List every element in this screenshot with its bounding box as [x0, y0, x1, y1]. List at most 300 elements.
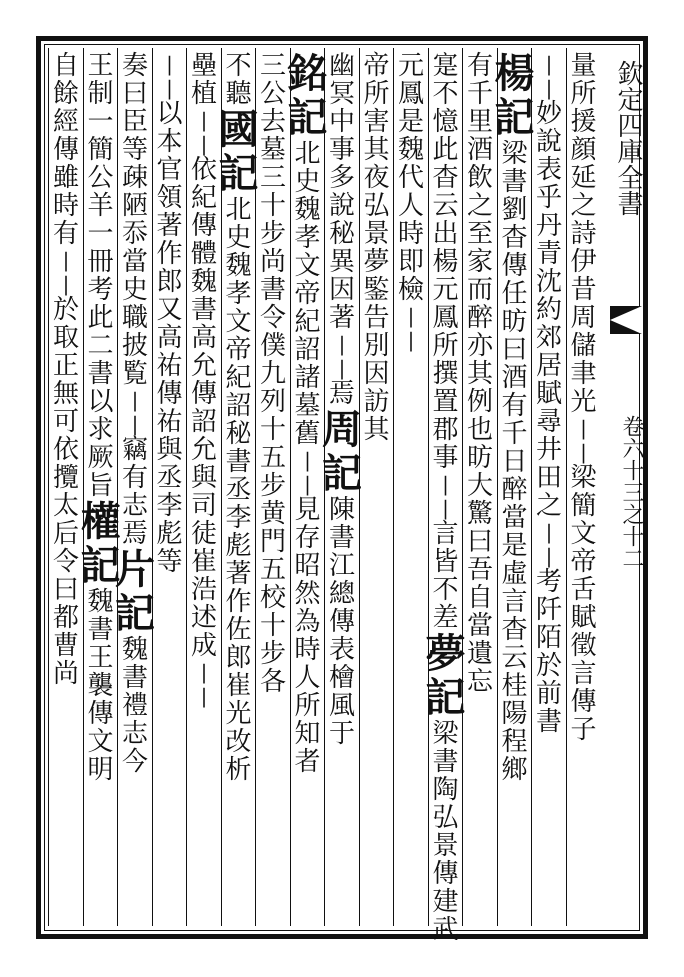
glyph: 建 — [432, 887, 459, 917]
glyph: 大 — [466, 471, 493, 501]
glyph: 史 — [294, 167, 321, 197]
glyph: 依 — [190, 155, 217, 185]
glyph: 體 — [190, 239, 217, 269]
glyph: 出 — [432, 219, 459, 249]
glyph: 職 — [121, 303, 148, 333]
glyph: 之 — [570, 191, 597, 221]
glyph: 為 — [294, 607, 321, 637]
glyph: 井 — [535, 435, 562, 465]
glyph: 史 — [121, 275, 148, 305]
glyph: 千 — [501, 419, 528, 449]
glyph: 有 — [52, 219, 79, 249]
glyph: 告 — [363, 303, 390, 333]
glyph: 陶 — [432, 775, 459, 805]
glyph: | — [304, 448, 311, 472]
glyph: | — [200, 684, 208, 708]
glyph: 杳 — [432, 163, 459, 193]
glyph: 詩 — [570, 219, 597, 249]
glyph: 檢 — [397, 275, 424, 305]
glyph: 可 — [52, 407, 79, 437]
glyph: 虛 — [501, 559, 528, 589]
glyph: | — [442, 496, 449, 520]
glyph: 事 — [328, 135, 355, 165]
glyph: 時 — [52, 191, 79, 221]
glyph: 舊 — [294, 419, 321, 449]
glyph: 五 — [259, 443, 286, 473]
glyph: 魏 — [190, 267, 217, 297]
glyph: 片 — [115, 546, 155, 593]
glyph: 伊 — [570, 247, 597, 277]
glyph: 傳 — [190, 379, 217, 409]
glyph: 記 — [115, 590, 155, 637]
glyph: 說 — [535, 127, 562, 157]
glyph: | — [545, 544, 553, 568]
glyph: | — [545, 76, 553, 100]
glyph: 襲 — [87, 671, 114, 701]
glyph: 陽 — [501, 699, 528, 729]
text-column — [495, 52, 535, 922]
glyph: 經 — [52, 107, 79, 137]
glyph: 竊 — [121, 435, 148, 465]
glyph: 正 — [52, 351, 79, 381]
glyph: 記 — [287, 94, 328, 141]
glyph: 制 — [87, 79, 114, 109]
glyph: 厥 — [87, 443, 114, 473]
glyph: 析 — [225, 755, 252, 785]
glyph: 所 — [363, 79, 390, 109]
glyph: 弘 — [363, 191, 390, 221]
glyph: 等 — [156, 547, 183, 577]
glyph: 黄 — [259, 499, 286, 529]
text-column — [357, 52, 397, 922]
glyph: 祐 — [156, 351, 183, 381]
glyph: 公 — [259, 79, 286, 109]
glyph: 李 — [225, 503, 252, 533]
glyph: 北 — [225, 195, 252, 225]
glyph: 司 — [190, 491, 217, 521]
glyph: 周 — [322, 406, 362, 453]
glyph: 量 — [570, 51, 597, 81]
glyph: 元 — [397, 51, 424, 81]
glyph: 曰 — [121, 79, 148, 109]
glyph: 焉 — [328, 379, 355, 409]
glyph: 帝 — [225, 335, 252, 365]
glyph: 考 — [87, 275, 114, 305]
glyph: 至 — [466, 219, 493, 249]
glyph: 疎 — [121, 163, 148, 193]
glyph: 令 — [52, 547, 79, 577]
glyph: 顔 — [570, 135, 597, 165]
glyph: 亦 — [466, 331, 493, 361]
glyph: 奏 — [121, 51, 148, 81]
glyph: 后 — [52, 519, 79, 549]
glyph: 又 — [156, 295, 183, 325]
glyph: 子 — [570, 715, 597, 745]
glyph: 書 — [121, 663, 148, 693]
glyph: 妙 — [535, 99, 562, 129]
glyph: 有 — [121, 463, 148, 493]
glyph: 書 — [328, 523, 355, 553]
glyph: | — [545, 52, 553, 76]
glyph: 等 — [121, 135, 148, 165]
glyph: 言 — [432, 519, 459, 549]
text-column — [564, 52, 604, 922]
glyph: 言 — [501, 587, 528, 617]
glyph: 儲 — [570, 331, 597, 361]
glyph: 郡 — [432, 415, 459, 445]
glyph: 崔 — [190, 547, 217, 577]
glyph: 書 — [87, 359, 114, 389]
text-column — [81, 52, 121, 922]
glyph: 王 — [87, 643, 114, 673]
glyph: 銘 — [287, 50, 328, 97]
glyph: | — [580, 440, 587, 464]
text-column — [115, 52, 155, 922]
glyph: 文 — [570, 519, 597, 549]
glyph: 鍳 — [363, 275, 390, 305]
glyph: 餘 — [52, 79, 79, 109]
glyph: 傳 — [432, 859, 459, 889]
glyph: 紀 — [294, 307, 321, 337]
glyph: 秘 — [328, 219, 355, 249]
glyph: 魏 — [225, 251, 252, 281]
glyph: 彪 — [225, 531, 252, 561]
glyph: 云 — [501, 643, 528, 673]
glyph: 記 — [322, 450, 362, 497]
glyph: 步 — [259, 219, 286, 249]
glyph: 鳳 — [397, 79, 424, 109]
glyph: 植 — [190, 79, 217, 109]
glyph: 當 — [466, 611, 493, 641]
glyph: 以 — [87, 387, 114, 417]
glyph: 高 — [156, 323, 183, 353]
glyph: 十 — [259, 191, 286, 221]
glyph: 知 — [294, 719, 321, 749]
glyph: | — [442, 472, 449, 496]
glyph: 允 — [190, 435, 217, 465]
glyph: 高 — [190, 323, 217, 353]
glyph: 武 — [432, 915, 459, 945]
glyph: 忘 — [466, 667, 493, 697]
glyph: 當 — [501, 503, 528, 533]
glyph: 里 — [466, 107, 493, 137]
glyph: 去 — [259, 107, 286, 137]
glyph: 昉 — [466, 443, 493, 473]
glyph: 二 — [87, 331, 114, 361]
glyph: 都 — [52, 603, 79, 633]
glyph: | — [580, 416, 587, 440]
glyph: 鳳 — [432, 303, 459, 333]
glyph: 十 — [259, 611, 286, 641]
glyph: 丹 — [535, 211, 562, 241]
glyph: 時 — [397, 219, 424, 249]
glyph: 異 — [328, 247, 355, 277]
glyph: 僕 — [259, 331, 286, 361]
text-column — [219, 52, 259, 922]
text-column — [391, 52, 431, 922]
glyph: 周 — [570, 303, 597, 333]
glyph: 記 — [425, 674, 466, 721]
text-column — [322, 52, 362, 922]
glyph: 考 — [535, 567, 562, 597]
text-column — [460, 52, 500, 922]
glyph: 青 — [535, 239, 562, 269]
glyph: 醉 — [466, 303, 493, 333]
glyph: | — [545, 520, 553, 544]
glyph: 約 — [535, 295, 562, 325]
glyph: | — [407, 304, 415, 328]
glyph: 梁 — [432, 719, 459, 749]
glyph: 丞 — [156, 463, 183, 493]
glyph: 冊 — [87, 247, 114, 277]
glyph: 梁 — [501, 139, 528, 169]
glyph: 紀 — [225, 363, 252, 393]
glyph: 中 — [328, 107, 355, 137]
glyph: 覧 — [121, 359, 148, 389]
glyph: 醉 — [501, 475, 528, 505]
glyph: 桂 — [501, 671, 528, 701]
glyph: 所 — [294, 691, 321, 721]
glyph: 魏 — [87, 587, 114, 617]
glyph: 與 — [190, 463, 217, 493]
glyph: 不 — [225, 51, 252, 81]
glyph: 成 — [190, 631, 217, 661]
glyph: 憶 — [432, 107, 459, 137]
glyph: 尚 — [52, 659, 79, 689]
glyph: 諸 — [294, 363, 321, 393]
text-column — [150, 52, 190, 922]
glyph: 沈 — [535, 267, 562, 297]
glyph: | — [131, 388, 139, 412]
glyph: 丞 — [225, 475, 252, 505]
glyph: 門 — [259, 527, 286, 557]
glyph: 乎 — [535, 183, 562, 213]
glyph: 不 — [432, 575, 459, 605]
glyph: 官 — [156, 155, 183, 185]
glyph: 書 — [432, 747, 459, 777]
glyph: 尚 — [259, 247, 286, 277]
glyph: 例 — [466, 387, 493, 417]
glyph: 此 — [87, 303, 114, 333]
glyph: | — [131, 412, 139, 436]
glyph: 劉 — [501, 195, 528, 225]
glyph: 今 — [121, 747, 148, 777]
glyph: 記 — [80, 542, 121, 589]
glyph: 文 — [225, 307, 252, 337]
glyph: 浩 — [190, 575, 217, 605]
glyph: 彪 — [156, 519, 183, 549]
glyph: 傳 — [52, 135, 79, 165]
glyph: 允 — [190, 351, 217, 381]
glyph: 著 — [328, 303, 355, 333]
glyph: 改 — [225, 727, 252, 757]
glyph: 酒 — [466, 135, 493, 165]
glyph: 舌 — [570, 575, 597, 605]
glyph: 而 — [466, 275, 493, 305]
glyph: 云 — [432, 191, 459, 221]
glyph: 依 — [52, 435, 79, 465]
glyph: 壘 — [190, 51, 217, 81]
glyph: 陳 — [328, 495, 355, 525]
glyph: 景 — [363, 219, 390, 249]
glyph: 明 — [87, 755, 114, 785]
glyph: 存 — [294, 523, 321, 553]
glyph: | — [407, 328, 415, 352]
glyph: 述 — [190, 603, 217, 633]
glyph: 書 — [87, 615, 114, 645]
text-column — [425, 51, 466, 945]
glyph: 墓 — [259, 135, 286, 165]
glyph: 書 — [259, 275, 286, 305]
glyph: 也 — [466, 415, 493, 445]
glyph: 夜 — [363, 163, 390, 193]
glyph: 步 — [259, 471, 286, 501]
glyph: 傳 — [87, 699, 114, 729]
glyph: | — [200, 660, 208, 684]
glyph: 楊 — [494, 50, 535, 97]
glyph: 當 — [121, 247, 148, 277]
glyph: 風 — [328, 691, 355, 721]
glyph: 傳 — [190, 211, 217, 241]
glyph: 自 — [466, 583, 493, 613]
glyph: 楊 — [432, 247, 459, 277]
glyph: 列 — [259, 387, 286, 417]
glyph: | — [62, 248, 70, 272]
glyph: 李 — [156, 491, 183, 521]
glyph: 傳 — [328, 607, 355, 637]
glyph: 魏 — [121, 635, 148, 665]
glyph: | — [62, 272, 70, 296]
glyph: 忝 — [121, 219, 148, 249]
glyph: 著 — [156, 211, 183, 241]
glyph: 本 — [156, 127, 183, 157]
glyph: 書 — [225, 447, 252, 477]
glyph: 別 — [363, 331, 390, 361]
glyph: 孝 — [294, 223, 321, 253]
glyph: 差 — [432, 603, 459, 633]
glyph: 飲 — [466, 163, 493, 193]
glyph: 曰 — [52, 575, 79, 605]
glyph: 披 — [121, 331, 148, 361]
glyph: 校 — [259, 583, 286, 613]
glyph: 志 — [121, 719, 148, 749]
glyph: 因 — [363, 359, 390, 389]
glyph: 見 — [294, 495, 321, 525]
glyph: 是 — [501, 531, 528, 561]
glyph: 攬 — [52, 463, 79, 493]
glyph: 此 — [432, 135, 459, 165]
glyph: 聽 — [225, 79, 252, 109]
glyph: 郎 — [225, 643, 252, 673]
glyph: 之 — [535, 491, 562, 521]
glyph: 表 — [535, 155, 562, 185]
glyph: 北 — [294, 139, 321, 169]
glyph: 佐 — [225, 615, 252, 645]
glyph: | — [304, 472, 311, 496]
glyph: 詔 — [294, 335, 321, 365]
glyph: 置 — [432, 387, 459, 417]
glyph: 以 — [156, 99, 183, 129]
glyph: 文 — [87, 727, 114, 757]
glyph: 公 — [87, 163, 114, 193]
glyph: 千 — [466, 79, 493, 109]
glyph: 光 — [570, 387, 597, 417]
glyph: 前 — [535, 679, 562, 709]
glyph: 撰 — [432, 359, 459, 389]
glyph: 帝 — [294, 279, 321, 309]
glyph: 祐 — [156, 407, 183, 437]
glyph: 五 — [259, 555, 286, 585]
glyph: 即 — [397, 247, 424, 277]
glyph: 梁 — [570, 463, 597, 493]
glyph: 居 — [535, 351, 562, 381]
glyph: 曰 — [501, 335, 528, 365]
glyph: 之 — [466, 191, 493, 221]
glyph: | — [338, 356, 346, 380]
glyph: 江 — [328, 551, 355, 581]
glyph: 權 — [80, 498, 121, 545]
glyph: 一 — [87, 219, 114, 249]
glyph: 光 — [225, 699, 252, 729]
side-volume-text: 卷六十三之十二 — [619, 415, 644, 569]
glyph: 焉 — [121, 519, 148, 549]
glyph: 賦 — [535, 379, 562, 409]
glyph: 臣 — [121, 107, 148, 137]
glyph: 夢 — [425, 630, 466, 677]
glyph: 記 — [218, 150, 259, 197]
glyph: 傳 — [501, 251, 528, 281]
glyph: 帝 — [570, 547, 597, 577]
text-column — [253, 52, 293, 922]
text-column — [288, 52, 328, 922]
glyph: 延 — [570, 163, 597, 193]
glyph: 作 — [225, 587, 252, 617]
glyph: 者 — [294, 747, 321, 777]
glyph: 總 — [328, 579, 355, 609]
glyph: 紀 — [190, 183, 217, 213]
glyph: 太 — [52, 491, 79, 521]
glyph: 取 — [52, 323, 79, 353]
glyph: 與 — [156, 435, 183, 465]
glyph: 旨 — [87, 471, 114, 501]
glyph: 是 — [397, 107, 424, 137]
glyph: 皆 — [432, 547, 459, 577]
glyph: 其 — [466, 359, 493, 389]
text-column — [184, 52, 224, 922]
glyph: 夢 — [363, 247, 390, 277]
glyph: 酒 — [501, 363, 528, 393]
glyph: 自 — [52, 51, 79, 81]
glyph: 郊 — [535, 323, 562, 353]
glyph: | — [338, 332, 346, 356]
glyph: 弘 — [432, 803, 459, 833]
glyph: | — [166, 52, 173, 76]
glyph: 史 — [225, 223, 252, 253]
glyph: 言 — [570, 659, 597, 689]
glyph: 王 — [87, 51, 114, 81]
glyph: 三 — [259, 163, 286, 193]
glyph: 家 — [466, 247, 493, 277]
glyph: 書 — [501, 167, 528, 197]
glyph: 遺 — [466, 639, 493, 669]
glyph: 曹 — [52, 631, 79, 661]
glyph: 有 — [466, 51, 493, 81]
glyph: 曰 — [466, 527, 493, 557]
glyph: 一 — [87, 107, 114, 137]
glyph: 昔 — [570, 275, 597, 305]
glyph: 簡 — [570, 491, 597, 521]
glyph: 吾 — [466, 555, 493, 585]
